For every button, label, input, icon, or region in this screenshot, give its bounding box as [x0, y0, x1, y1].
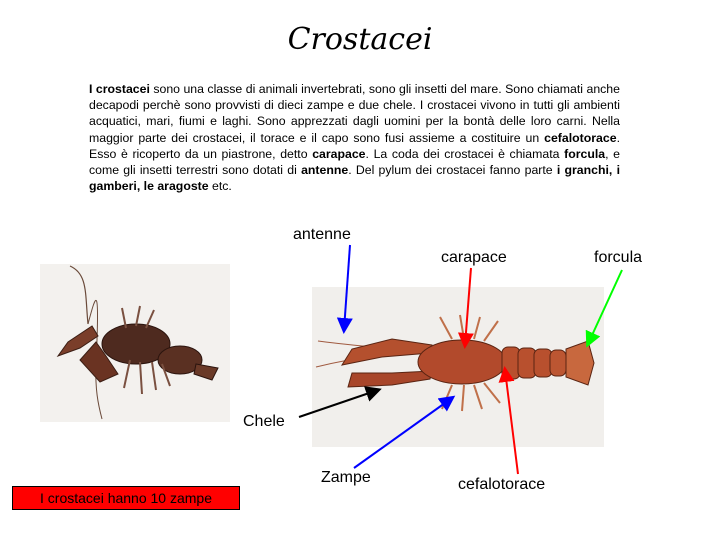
bold-term: i granchi, i gamberi, le aragoste [89, 163, 620, 194]
note-box: I crostacei hanno 10 zampe [12, 486, 240, 510]
label-zampe: Zampe [321, 469, 371, 486]
paragraph-text: . La coda dei crostacei è chiamata [365, 146, 565, 161]
paragraph-text: . Del pylum dei crostacei fanno parte [348, 163, 557, 178]
paragraph-text: , e come gli insetti terrestri sono dotati di [89, 146, 620, 178]
arrow-chele [299, 390, 378, 417]
label-chele: Chele [243, 413, 285, 430]
arrow-cefalotorace [505, 370, 518, 474]
arrow-antenne [344, 245, 350, 330]
page-title: Crostacei [287, 22, 433, 57]
label-antenne: antenne [293, 226, 351, 243]
bold-term: antenne [301, 163, 349, 178]
bold-term: cefalotorace [544, 130, 617, 145]
arrow-forcula [588, 270, 622, 344]
arrow-carapace [465, 268, 471, 345]
paragraph-text: sono una classe di animali invertebrati, sono gli insetti del mare. Sono chiamati anche decapodi perchè sono provvisti di dieci zampe e due chele. I crostacei vivono in tutti gli ambienti acquatici, mari, fiumi e laghi. Sono apprezzati dagli uomini per la bontà delle loro carni. Nella maggior parte dei crostacei, il torace e il capo sono fusi assieme a costituire un [89, 82, 620, 145]
label-forcula: forcula [594, 249, 643, 266]
bold-term: I crostacei [89, 82, 150, 96]
arrow-zampe [354, 398, 452, 468]
bold-term: forcula [564, 146, 606, 161]
label-carapace: carapace [441, 249, 507, 266]
paragraph-text: etc. [208, 179, 232, 194]
paragraph-text: . Esso è ricoperto da un piastrone, detto [89, 130, 620, 161]
bold-term: carapace [312, 146, 366, 161]
label-cefalotorace: cefalotorace [458, 476, 546, 493]
